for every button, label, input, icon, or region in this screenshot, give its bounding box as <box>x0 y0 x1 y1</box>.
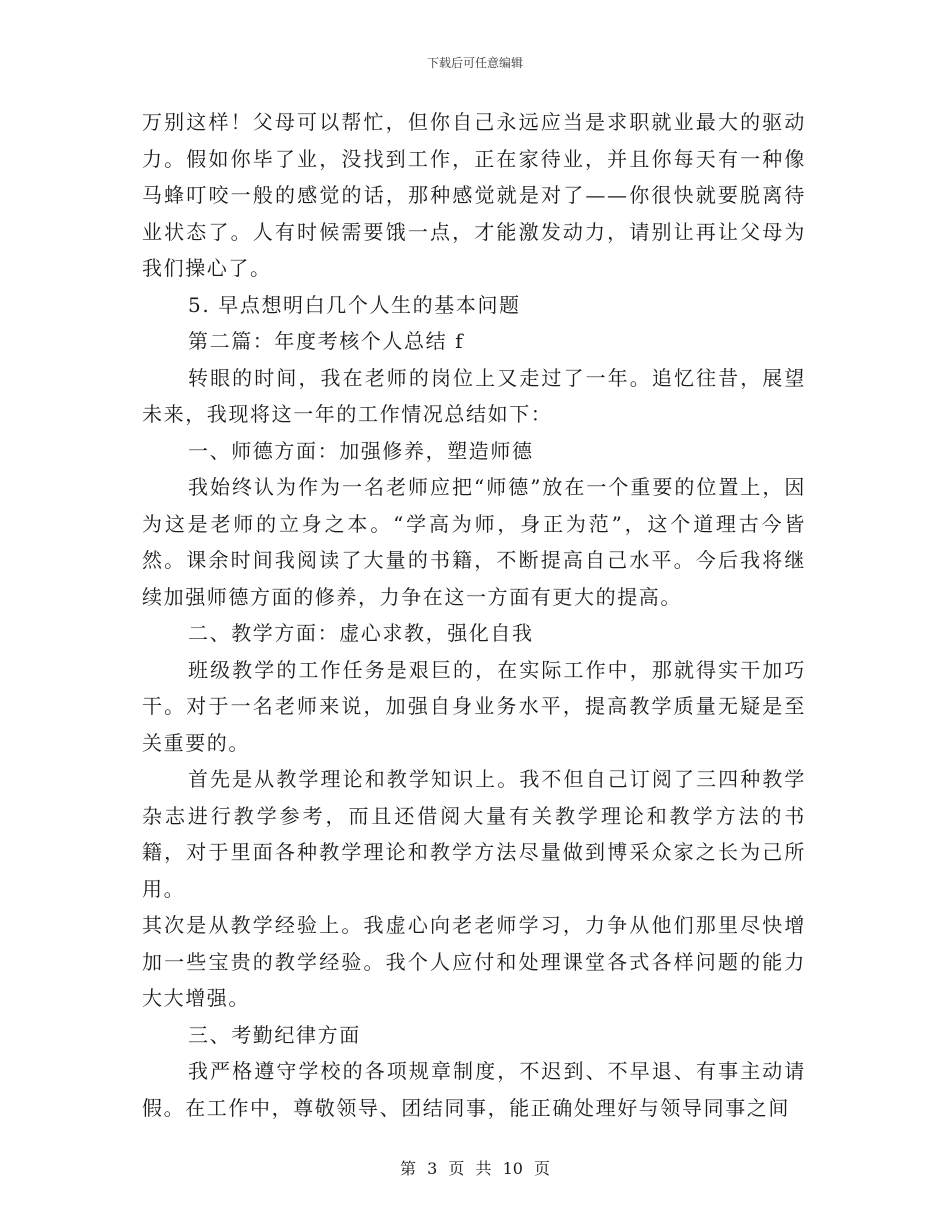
current-page-number: 3 <box>427 1159 438 1178</box>
paragraph-continued: 万别这样！父母可以帮忙，但你自己永远应当是求职就业最大的驱动力。假如你毕了业，没找到工作，正在家待业，并且你每天有一种像马蜂叮咬一般的感觉的话，那种感觉就是对了——你很快就要脱离待业状态了。人有时候需要饿一点，才能激发动力，请别让再让父母为我们操心了。 <box>142 110 806 280</box>
paragraph-theory: 首先是从教学理论和教学知识上。我不但自己订阅了三四种教学杂志进行教学参考，而且还借阅大量有关教学理论和教学方法的书籍，对于里面各种教学理论和教学方法尽量做到博采众家之长为己所用。 <box>142 767 806 901</box>
heading-attendance: 三、考勤纪律方面 <box>188 1022 361 1047</box>
heading-ethics: 一、师德方面：加强修养，塑造师德 <box>188 438 534 463</box>
heading-teaching: 二、教学方面：虚心求教，强化自我 <box>188 621 534 645</box>
total-pages-number: 10 <box>502 1159 523 1178</box>
header-note: 下载后可任意编辑 <box>426 56 523 70</box>
section-title: 第二篇：年度考核个人总结 f <box>188 329 465 353</box>
footer-suffix: 页 <box>534 1159 551 1178</box>
paragraph-teaching: 班级教学的工作任务是艰巨的，在实际工作中，那就得实干加巧干。对于一名老师来说，加强自身业务水平，提高教学质量无疑是至关重要的。 <box>142 657 806 755</box>
document-body <box>142 104 806 1126</box>
paragraph-experience: 其次是从教学经验上。我虚心向老老师学习，力争从他们那里尽快增加一些宝贵的教学经验。我个人应付和处理课堂各式各样问题的能力大大增强。 <box>142 913 806 1010</box>
paragraph-heading-5: 5. 早点想明白几个人生的基本问题 <box>188 292 521 317</box>
footer-page-word: 页 <box>448 1159 465 1178</box>
footer-prefix: 第 <box>399 1159 416 1178</box>
page-footer <box>0 1156 950 1179</box>
footer-total-word: 共 <box>475 1159 492 1178</box>
paragraph-intro: 转眼的时间，我在老师的岗位上又走过了一年。追忆往昔，展望未来，我现将这一年的工作情况总结如下： <box>142 365 806 426</box>
paragraph-ethics: 我始终认为作为一名老师应把“师德”放在一个重要的位置上，因为这是老师的立身之本。“学高为师，身正为范”，这个道理古今皆然。课余时间我阅读了大量的书籍，不断提高自己水平。今后我将继续加强师德方面的修养，力争在这一方面有更大的提高。 <box>142 475 806 609</box>
paragraph-attendance: 我严格遵守学校的各项规章制度，不迟到、不早退、有事主动请假。在工作中，尊敬领导、团结同事，能正确处理好与领导同事之间 <box>142 1059 806 1120</box>
